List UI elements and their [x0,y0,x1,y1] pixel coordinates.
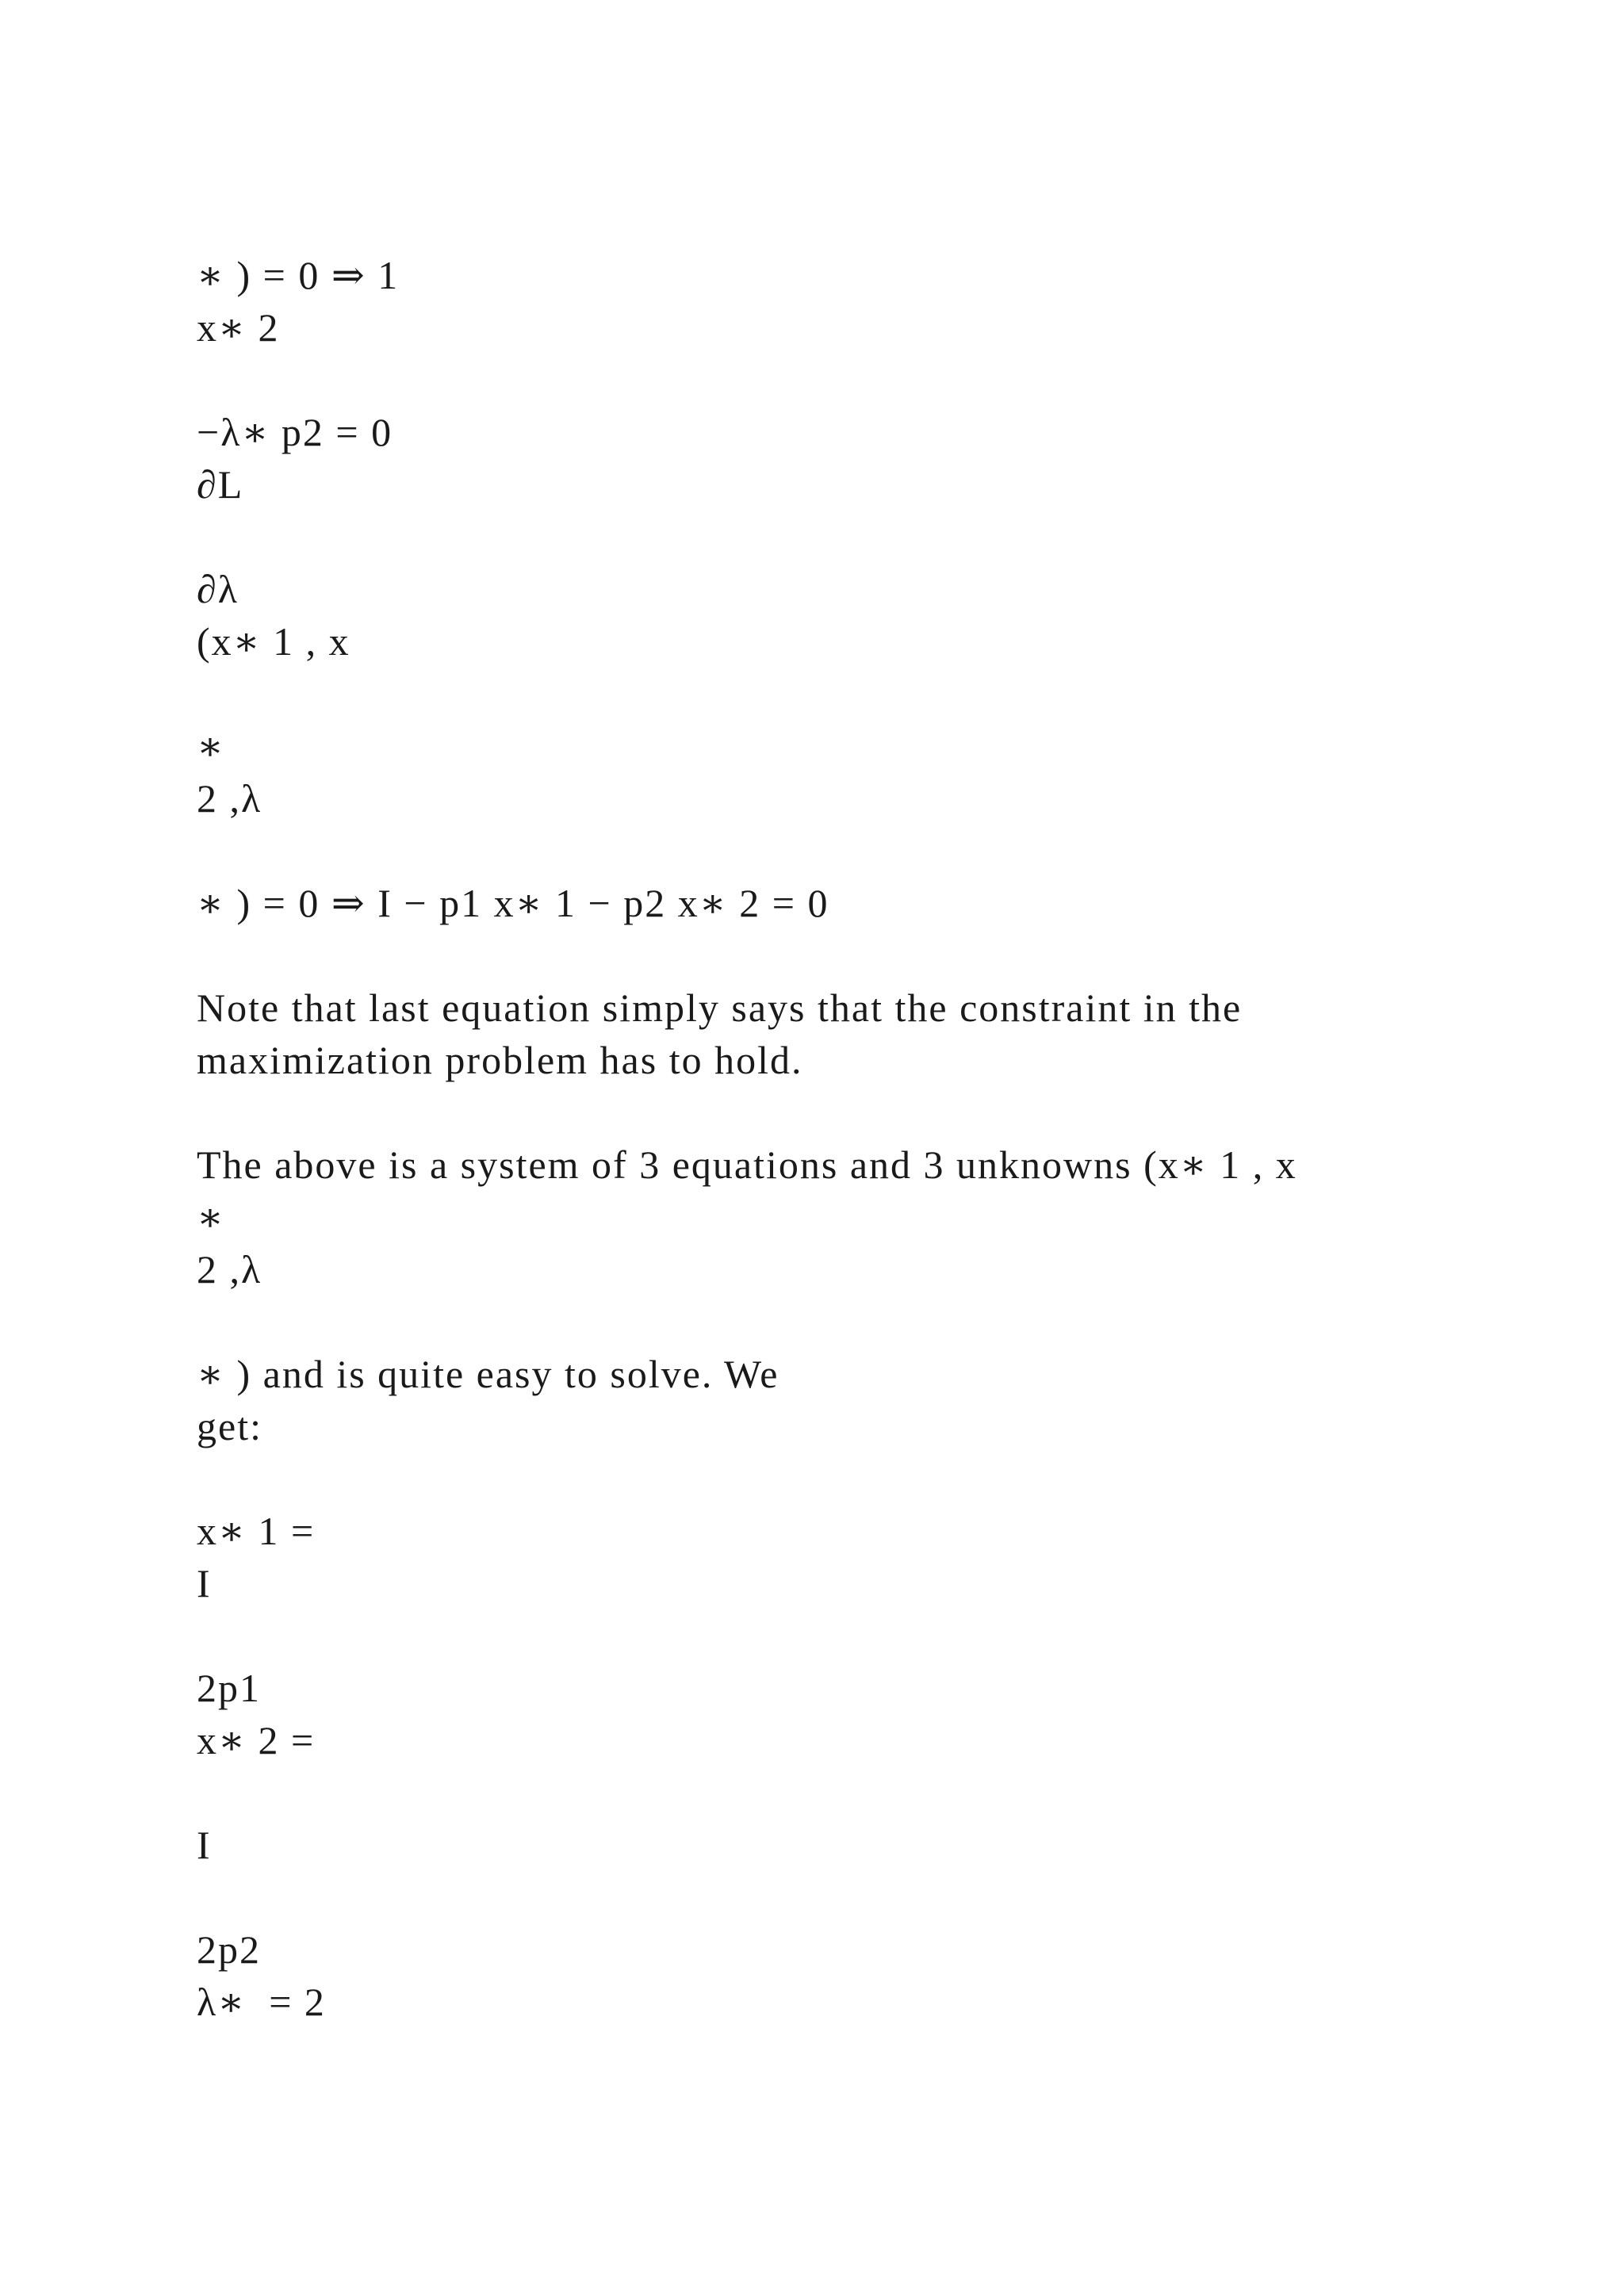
paragraph-line: maximization problem has to hold. [197,1038,803,1082]
equation-line: x∗ 2 [197,305,280,350]
equation-line: I [197,1561,212,1605]
equation-line: 2p2 [197,1927,261,1972]
paragraph-line: The above is a system of 3 equations and 3 unknowns (x∗ 1 , x [197,1142,1297,1187]
paragraph-line: 2 ,λ [197,1247,262,1292]
equation-line: ∂L [197,462,244,507]
paragraph-line: Note that last equation simply says that the constraint in the [197,985,1243,1030]
equation-line: ∂λ [197,567,239,611]
equation-line: −λ∗ p2 = 0 [197,410,393,454]
paragraph-line: ∗ ) and is quite easy to solve. We [197,1352,779,1396]
equation-line: λ∗ = 2 [197,1980,326,2024]
equation-line: ∗ ) = 0 ⇒ 1 [197,253,400,297]
paragraph-line: ∗ [197,1195,225,1239]
equation-line: I [197,1823,212,1867]
equation-line: 2p1 [197,1666,261,1710]
equation-line: x∗ 1 = [197,1509,316,1553]
equation-line: ∗ ) = 0 ⇒ I − p1 x∗ 1 − p2 x∗ 2 = 0 [197,881,829,925]
paragraph-line: get: [197,1404,262,1448]
equation-line: 2 ,λ [197,776,262,821]
equation-line: (x∗ 1 , x [197,619,350,664]
equation-line: ∗ [197,724,225,768]
equation-line: x∗ 2 = [197,1718,316,1762]
